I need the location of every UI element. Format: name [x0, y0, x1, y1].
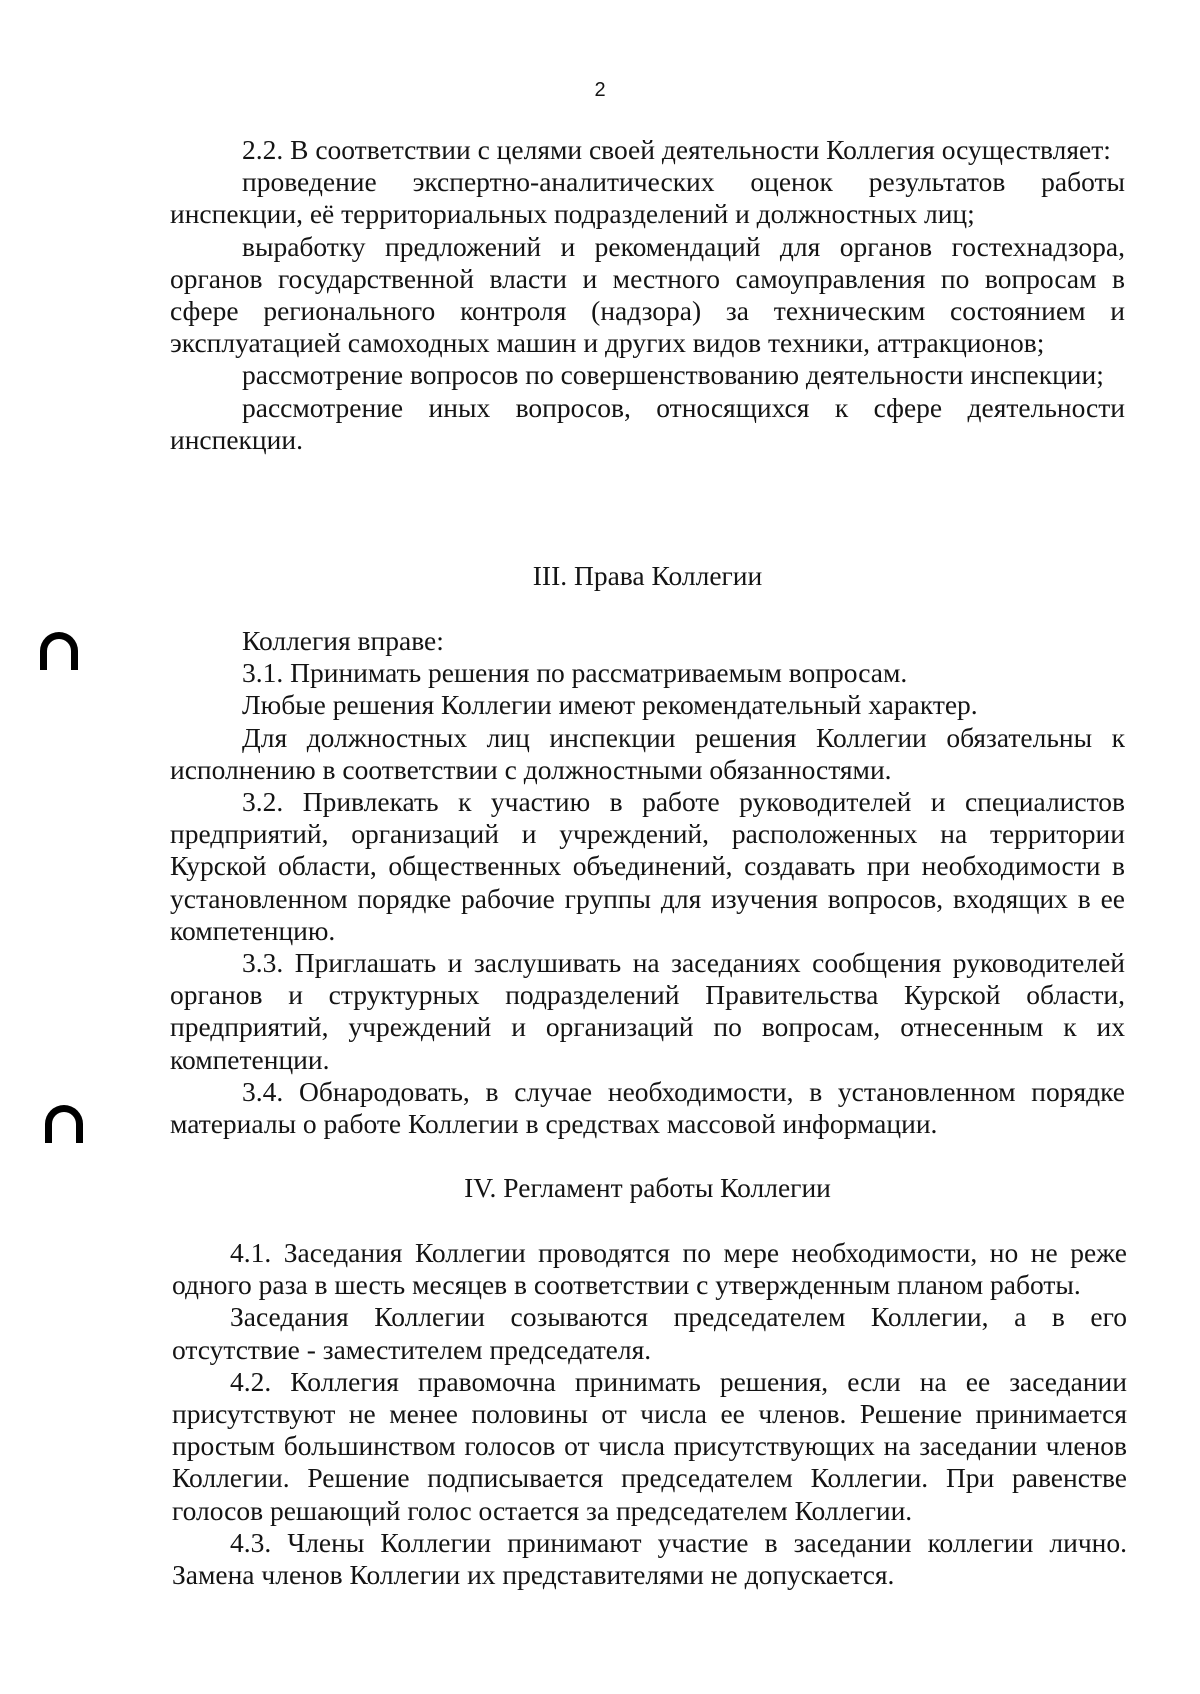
paragraph-4-2: 4.2. Коллегия правомочна принимать решения, если на ее заседании присутствуют не менее половины от числа ее членов. Решение принимается простым большинством голосов от числа присутствующих на заседании членов Коллегии. Решение подписывается председателем Коллегии. При равенстве голосов решающий голос остается за председателем Коллегии. — [172, 1365, 1127, 1526]
paragraph-2-2: 2.2. В соответствии с целями своей деятельности Коллегия осуществляет: — [242, 134, 1111, 165]
section-3-heading: III. Права Коллегии — [532, 560, 763, 591]
paragraph-obligatory: Для должностных лиц инспекции решения Коллегии обязательны к исполнению в соответствии с должностными обязанностями. — [170, 721, 1125, 785]
paragraph-4-1: 4.1. Заседания Коллегии проводятся по мере необходимости, но не реже одного раза в шесть месяцев в соответствии с утвержденным планом работы. — [172, 1237, 1127, 1301]
paragraph-3-4: 3.4. Обнародовать, в случае необходимости, в установленном порядке материалы о работе Коллегии в средствах массовой информации. — [170, 1075, 1125, 1140]
section-3-heading-wrap — [170, 560, 1125, 592]
paragraph-proposals: выработку предложений и рекомендаций для органов гостехнадзора, органов государственной власти и местного самоуправления по вопросам в сфере регионального контроля (надзора) за техническим состоянием и эксплуатацией самоходных машин и других видов техники, аттракционов; — [170, 230, 1125, 359]
section-4-body — [172, 1237, 1127, 1591]
paragraph-improvement: рассмотрение вопросов по совершенствованию деятельности инспекции; — [242, 359, 1104, 391]
paragraph-other-questions: рассмотрение иных вопросов, относящихся к сфере деятельности инспекции. — [170, 391, 1125, 455]
paragraph-convening: Заседания Коллегии созываются председателем Коллегии, а в его отсутствие - заместителем председателя. — [172, 1301, 1127, 1365]
hole-punch-mark — [40, 632, 78, 670]
page-number: 2 — [594, 79, 606, 101]
paragraph-3-3: 3.3. Приглашать и заслушивать на заседаниях сообщения руководителей органов и структурных подразделений Правительства Курской области, предприятий, учреждений и организаций по вопросам, отнесенным к их компетенции. — [170, 947, 1125, 1075]
paragraph-4-3: 4.3. Члены Коллегии принимают участие в заседании коллегии лично. Замена членов Коллегии их представителями не допускается. — [172, 1526, 1127, 1591]
paragraph-3-1: 3.1. Принимать решения по рассматриваемым вопросам. — [242, 657, 908, 689]
section-4-heading: IV. Регламент работы Коллегии — [464, 1172, 831, 1203]
section-4-heading-wrap — [170, 1172, 1125, 1204]
hole-punch-mark — [45, 1105, 83, 1143]
paragraph-3-2: 3.2. Привлекать к участию в работе руководителей и специалистов предприятий, организаций и учреждений, расположенных на территории Курской области, общественных объединений, создавать при необходимости в установленном порядке рабочие группы для изучения вопросов, входящих в ее компетенцию. — [170, 786, 1125, 946]
paragraph-expert-assessment: проведение экспертно-аналитических оценок результатов работы инспекции, её территориальных подразделений и должностных лиц; — [170, 166, 1125, 230]
paragraph-recommendatory: Любые решения Коллегии имеют рекомендательный характер. — [242, 689, 978, 721]
paragraph-rights-intro: Коллегия вправе: — [242, 625, 444, 656]
section-3-body — [170, 625, 1125, 1140]
section-2-body — [170, 134, 1125, 456]
